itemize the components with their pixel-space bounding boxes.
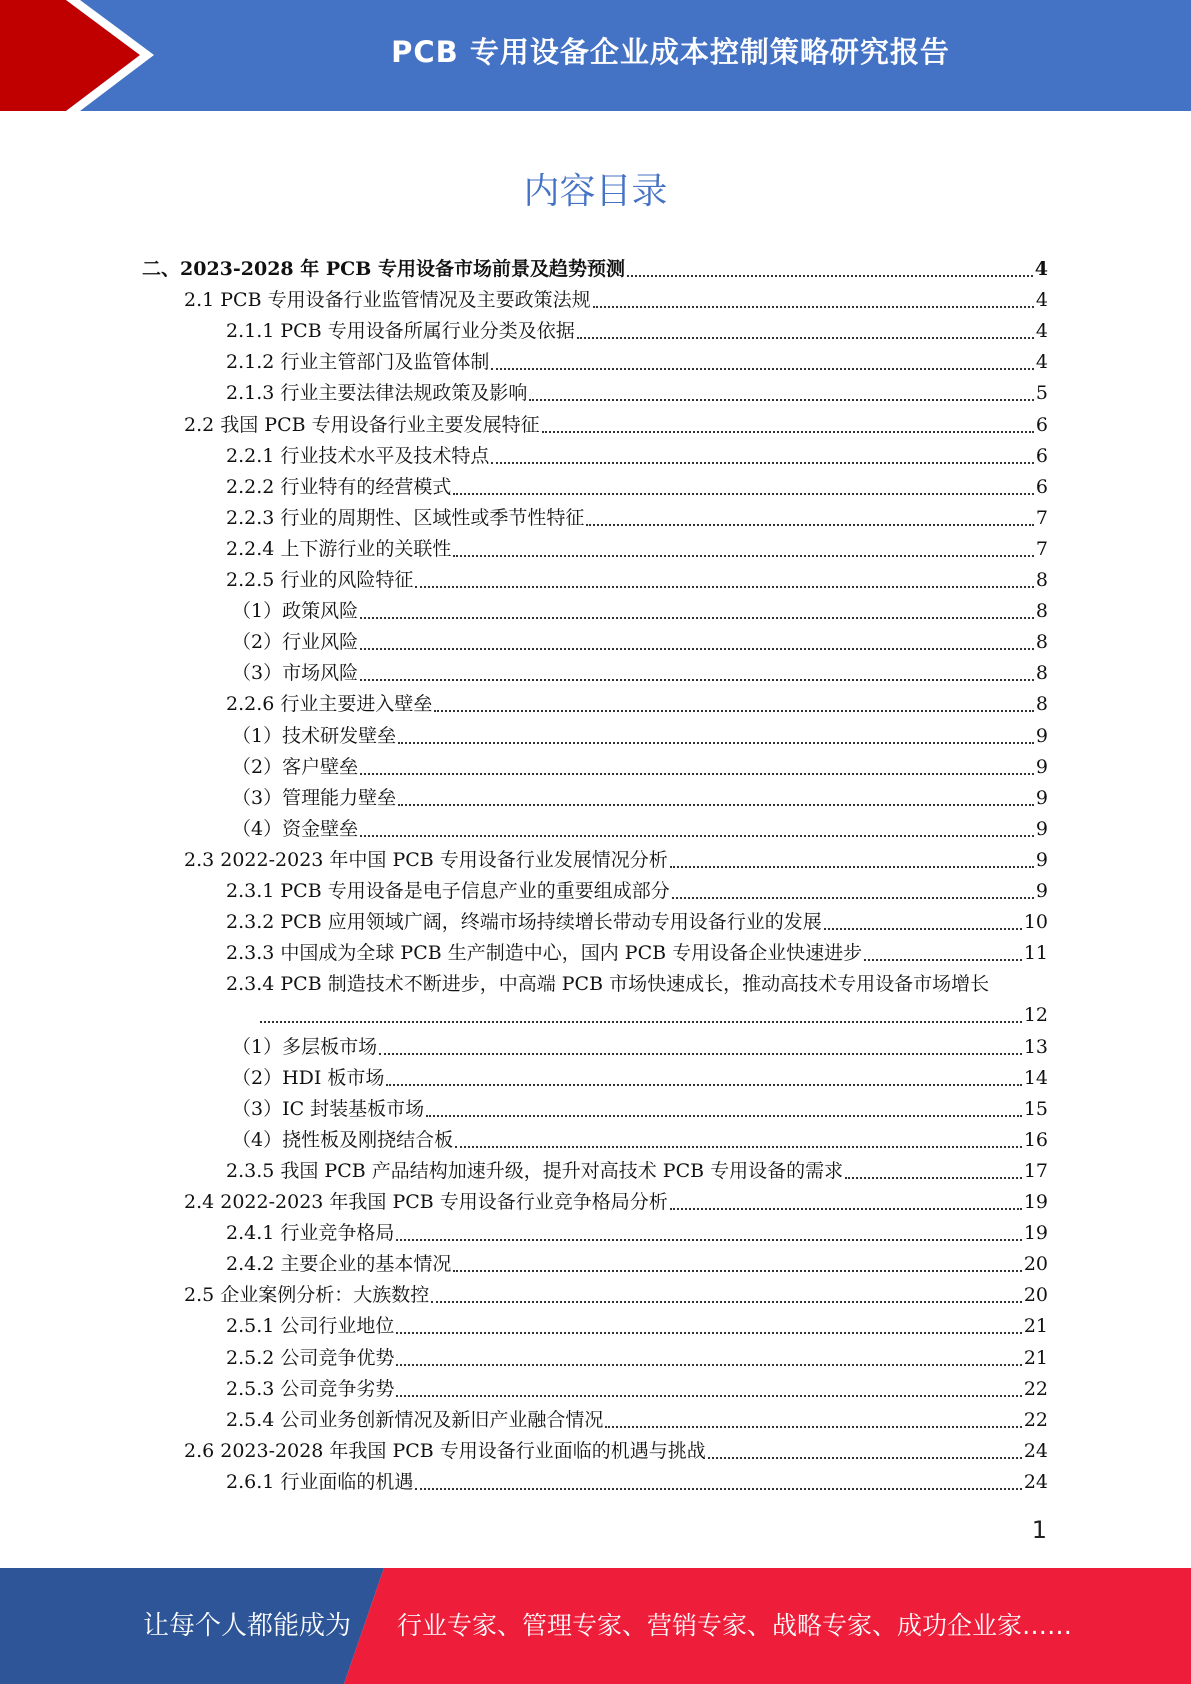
toc-dot-leader bbox=[398, 804, 1034, 806]
toc-entry-page: 9 bbox=[1035, 724, 1048, 747]
toc-entry-page: 16 bbox=[1023, 1128, 1048, 1151]
toc-entry-page: 15 bbox=[1023, 1097, 1048, 1120]
toc-entry-title: 2.3.3 中国成为全球 PCB 生产制造中心，国内 PCB 专用设备企业快速进步 bbox=[226, 942, 863, 965]
toc-entry-title: （1）技术研发壁垒 bbox=[232, 724, 397, 747]
toc-entry-page: 20 bbox=[1023, 1284, 1048, 1307]
toc-entry[interactable] bbox=[226, 1311, 1048, 1342]
toc-dot-leader bbox=[670, 866, 1034, 868]
toc-dot-leader bbox=[605, 1426, 1021, 1428]
toc-entry[interactable] bbox=[226, 1249, 1048, 1280]
toc-entry[interactable] bbox=[226, 969, 989, 1000]
toc-entry-title: （3）市场风险 bbox=[232, 662, 359, 685]
toc-dot-leader bbox=[672, 897, 1034, 899]
toc-entry-page: 19 bbox=[1023, 1191, 1048, 1213]
toc-entry[interactable] bbox=[226, 1405, 1048, 1436]
toc-entry-page: 9 bbox=[1035, 817, 1048, 840]
toc-entry-page: 6 bbox=[1035, 413, 1048, 436]
toc-dot-leader bbox=[708, 1457, 1022, 1459]
toc-dot-leader bbox=[386, 1084, 1021, 1086]
toc-dot-leader bbox=[415, 1488, 1021, 1490]
toc-entry-title: 2.1.1 PCB 专用设备所属行业分类及依据 bbox=[226, 320, 575, 343]
toc-dot-leader bbox=[627, 275, 1033, 277]
toc-entry[interactable] bbox=[226, 1374, 1048, 1405]
toc-dot-leader bbox=[586, 524, 1034, 526]
toc-entry-page: 6 bbox=[1035, 444, 1048, 467]
toc-entry[interactable] bbox=[232, 1125, 1048, 1156]
toc-entry-title: （1）多层板市场 bbox=[232, 1035, 378, 1058]
toc-entry-title: 2.4.1 行业竞争格局 bbox=[226, 1222, 395, 1245]
toc-entry[interactable] bbox=[184, 1436, 1048, 1467]
toc-dot-leader bbox=[360, 679, 1034, 681]
toc-entry[interactable] bbox=[226, 472, 1048, 503]
toc-entry-page: 10 bbox=[1023, 911, 1048, 934]
toc-entry[interactable] bbox=[226, 938, 1048, 969]
toc-entry-page: 14 bbox=[1023, 1066, 1048, 1089]
toc-entry[interactable] bbox=[184, 285, 1048, 316]
toc-entry-title: 2.3.4 PCB 制造技术不断进步，中高端 PCB 市场快速成长，推动高技术专用设备市场增长 bbox=[226, 973, 990, 996]
toc-dot-leader bbox=[434, 710, 1034, 712]
toc-entry-title: 2.2.3 行业的周期性、区域性或季节性特征 bbox=[226, 506, 585, 529]
toc-entry-title: 2.2.6 行业主要进入壁垒 bbox=[226, 693, 433, 716]
toc-entry-title: 2.1.3 行业主要法律法规政策及影响 bbox=[226, 382, 528, 405]
toc-dot-leader bbox=[398, 742, 1034, 744]
toc-heading: 内容目录 bbox=[523, 171, 668, 212]
toc-dot-leader bbox=[593, 306, 1034, 308]
toc-entry-title: 2.3 2022-2023 年中国 PCB 专用设备行业发展情况分析 bbox=[184, 848, 668, 871]
toc-entry[interactable] bbox=[226, 378, 1048, 409]
toc-entry[interactable] bbox=[184, 1280, 1048, 1311]
toc-entry-page: 4 bbox=[1034, 258, 1048, 280]
toc-entry-title: 2.1 PCB 专用设备行业监管情况及主要政策法规 bbox=[184, 289, 591, 312]
toc-dot-leader bbox=[670, 1208, 1022, 1210]
toc-dot-leader bbox=[529, 399, 1034, 401]
toc-dot-leader bbox=[396, 1332, 1021, 1334]
toc-dot-leader bbox=[396, 1395, 1021, 1397]
toc-entry-page: 9 bbox=[1035, 848, 1048, 871]
page-footer bbox=[0, 1568, 1191, 1684]
toc-dot-leader bbox=[453, 555, 1034, 557]
toc-dot-leader bbox=[845, 1177, 1022, 1179]
toc-entry-page: 22 bbox=[1023, 1408, 1048, 1431]
toc-entry-page: 9 bbox=[1035, 786, 1048, 809]
toc-entry[interactable] bbox=[226, 689, 1048, 720]
toc-entry-title: 2.4.2 主要企业的基本情况 bbox=[226, 1253, 452, 1276]
toc-entry-page: 13 bbox=[1023, 1035, 1048, 1058]
toc-entry-page: 24 bbox=[1023, 1439, 1048, 1462]
toc-dot-leader bbox=[453, 493, 1034, 495]
toc-entry-title: 2.2 我国 PCB 专用设备行业主要发展特征 bbox=[184, 413, 540, 436]
toc-entry-title: 2.5.3 公司竞争劣势 bbox=[226, 1377, 395, 1400]
toc-entry[interactable] bbox=[226, 347, 1048, 378]
toc-dot-leader bbox=[360, 835, 1034, 837]
toc-entry-page: 9 bbox=[1035, 755, 1048, 778]
toc-entry[interactable] bbox=[226, 565, 1048, 596]
toc-entry-title: 2.2.1 行业技术水平及技术特点 bbox=[226, 444, 490, 467]
toc-entry-page: 8 bbox=[1035, 600, 1048, 623]
toc-entry-title: 2.4 2022-2023 年我国 PCB 专用设备行业竞争格局分析 bbox=[184, 1191, 668, 1213]
toc-entry[interactable] bbox=[226, 534, 1048, 565]
toc-entry-page: 4 bbox=[1035, 289, 1048, 312]
toc-entry-page: 21 bbox=[1023, 1346, 1048, 1369]
toc-entry-title: （2）行业风险 bbox=[232, 631, 359, 654]
toc-dot-leader bbox=[491, 462, 1034, 464]
toc-entry[interactable] bbox=[232, 1094, 1048, 1125]
toc-dot-leader bbox=[864, 959, 1022, 961]
toc-entry[interactable] bbox=[232, 658, 1048, 689]
toc-dot-leader bbox=[455, 1146, 1022, 1148]
toc-entry-title: 2.2.5 行业的风险特征 bbox=[226, 569, 414, 591]
toc-entry-title: （1）政策风险 bbox=[232, 600, 359, 623]
toc-entry-title: 2.3.5 我国 PCB 产品结构加速升级，提升对高技术 PCB 专用设备的需求 bbox=[226, 1159, 844, 1182]
toc-dot-leader bbox=[379, 1053, 1022, 1055]
toc-entry[interactable] bbox=[184, 410, 1048, 441]
toc-entry-title: （2）HDI 板市场 bbox=[232, 1066, 385, 1089]
toc-entry-page: 24 bbox=[1023, 1470, 1048, 1493]
toc-dot-leader bbox=[360, 617, 1034, 619]
toc-dot-leader bbox=[542, 431, 1034, 433]
toc-entry-page: 17 bbox=[1023, 1159, 1048, 1182]
toc-entry-title: （4）挠性板及刚挠结合板 bbox=[232, 1128, 454, 1151]
toc-dot-leader bbox=[260, 1021, 1022, 1023]
toc-entry-title: 2.3.2 PCB 应用领域广阔，终端市场持续增长带动专用设备行业的发展 bbox=[226, 911, 822, 934]
toc-entry-page: 5 bbox=[1035, 382, 1048, 405]
toc-entry[interactable] bbox=[232, 721, 1048, 752]
header-title: PCB 专用设备企业成本控制策略研究报告 bbox=[391, 34, 950, 69]
toc-entry-page: 8 bbox=[1035, 662, 1048, 685]
toc-entry-title: （2）客户壁垒 bbox=[232, 755, 359, 778]
toc-entry-title: 2.6.1 行业面临的机遇 bbox=[226, 1470, 414, 1493]
toc-entry-page: 7 bbox=[1035, 537, 1048, 560]
toc-entry-page: 4 bbox=[1035, 320, 1048, 343]
toc-entry[interactable] bbox=[226, 1467, 1048, 1498]
toc-entry-page: 7 bbox=[1035, 506, 1048, 529]
toc-entry-title: 2.2.4 上下游行业的关联性 bbox=[226, 537, 452, 560]
toc-dot-leader bbox=[431, 1301, 1022, 1303]
toc-entry-page: 8 bbox=[1035, 693, 1048, 716]
toc-entry[interactable] bbox=[232, 783, 1048, 814]
toc-entry[interactable] bbox=[232, 1063, 1048, 1094]
toc-entry-title: 2.1.2 行业主管部门及监管体制 bbox=[226, 351, 490, 374]
toc-entry-page: 21 bbox=[1023, 1315, 1048, 1338]
toc-entry[interactable] bbox=[226, 503, 1048, 534]
toc-dot-leader bbox=[491, 368, 1034, 370]
toc-dot-leader bbox=[360, 648, 1034, 650]
toc-dot-leader bbox=[824, 928, 1022, 930]
toc-entry-title: 二、2023-2028 年 PCB 专用设备市场前景及趋势预测 bbox=[142, 258, 625, 280]
toc-dot-leader bbox=[396, 1364, 1021, 1366]
toc-entry[interactable] bbox=[232, 752, 1048, 783]
toc-entry-page: 12 bbox=[1023, 1004, 1048, 1027]
toc-dot-leader bbox=[360, 773, 1034, 775]
toc-entry[interactable] bbox=[226, 1343, 1048, 1374]
toc-entry-page: 6 bbox=[1035, 475, 1048, 498]
toc-entry-title: 2.5 企业案例分析：大族数控 bbox=[184, 1284, 430, 1307]
toc-entry-page: 9 bbox=[1035, 880, 1048, 902]
toc-entry-page: 19 bbox=[1023, 1222, 1048, 1245]
page-header bbox=[0, 0, 1191, 111]
toc-dot-leader bbox=[415, 586, 1034, 588]
toc-entry-title: （3）IC 封装基板市场 bbox=[232, 1097, 425, 1120]
footer-slogan-left: 让每个人都能成为 bbox=[143, 1611, 352, 1641]
toc-entry-page: 8 bbox=[1035, 569, 1048, 591]
toc-entry[interactable] bbox=[184, 1187, 1048, 1218]
toc-entry-title: 2.5.2 公司竞争优势 bbox=[226, 1346, 395, 1369]
toc-entry-page: 4 bbox=[1035, 351, 1048, 374]
toc-entry-title: 2.3.1 PCB 专用设备是电子信息产业的重要组成部分 bbox=[226, 880, 670, 902]
toc-entry-page: 20 bbox=[1023, 1253, 1048, 1276]
footer-slogan-right: 行业专家、管理专家、营销专家、战略专家、成功企业家…… bbox=[397, 1611, 1073, 1640]
toc-entry[interactable] bbox=[232, 627, 1048, 658]
toc-dot-leader bbox=[426, 1115, 1022, 1117]
toc-entry[interactable] bbox=[226, 1156, 1048, 1187]
toc-entry[interactable] bbox=[232, 1032, 1048, 1063]
toc-entry[interactable] bbox=[232, 814, 1048, 845]
toc-entry[interactable] bbox=[226, 1218, 1048, 1249]
toc-entry-title: 2.5.4 公司业务创新情况及新旧产业融合情况 bbox=[226, 1408, 604, 1431]
page-number: 1 bbox=[1031, 1516, 1047, 1544]
toc-entry-title: 2.2.2 行业特有的经营模式 bbox=[226, 475, 452, 498]
toc-dot-leader bbox=[396, 1239, 1021, 1241]
toc-dot-leader bbox=[577, 337, 1034, 339]
toc-entry[interactable] bbox=[226, 441, 1048, 472]
toc-entry-continuation[interactable] bbox=[258, 1000, 1048, 1031]
toc-entry[interactable] bbox=[184, 845, 1048, 876]
toc-entry[interactable] bbox=[142, 254, 1048, 285]
toc-entry-page: 8 bbox=[1035, 631, 1048, 654]
toc-dot-leader bbox=[453, 1270, 1021, 1272]
toc-entry[interactable] bbox=[226, 316, 1048, 347]
toc-entry-title: 2.5.1 公司行业地位 bbox=[226, 1315, 395, 1338]
toc-entry[interactable] bbox=[226, 907, 1048, 938]
toc-entry[interactable] bbox=[232, 596, 1048, 627]
toc-entry-title: 2.6 2023-2028 年我国 PCB 专用设备行业面临的机遇与挑战 bbox=[184, 1439, 706, 1462]
toc-entry-page: 11 bbox=[1023, 942, 1048, 965]
toc-entry-title: （3）管理能力壁垒 bbox=[232, 786, 397, 809]
toc-entry-title: （4）资金壁垒 bbox=[232, 817, 359, 840]
toc-entry[interactable] bbox=[226, 876, 1048, 907]
toc-entry-page: 22 bbox=[1023, 1377, 1048, 1400]
